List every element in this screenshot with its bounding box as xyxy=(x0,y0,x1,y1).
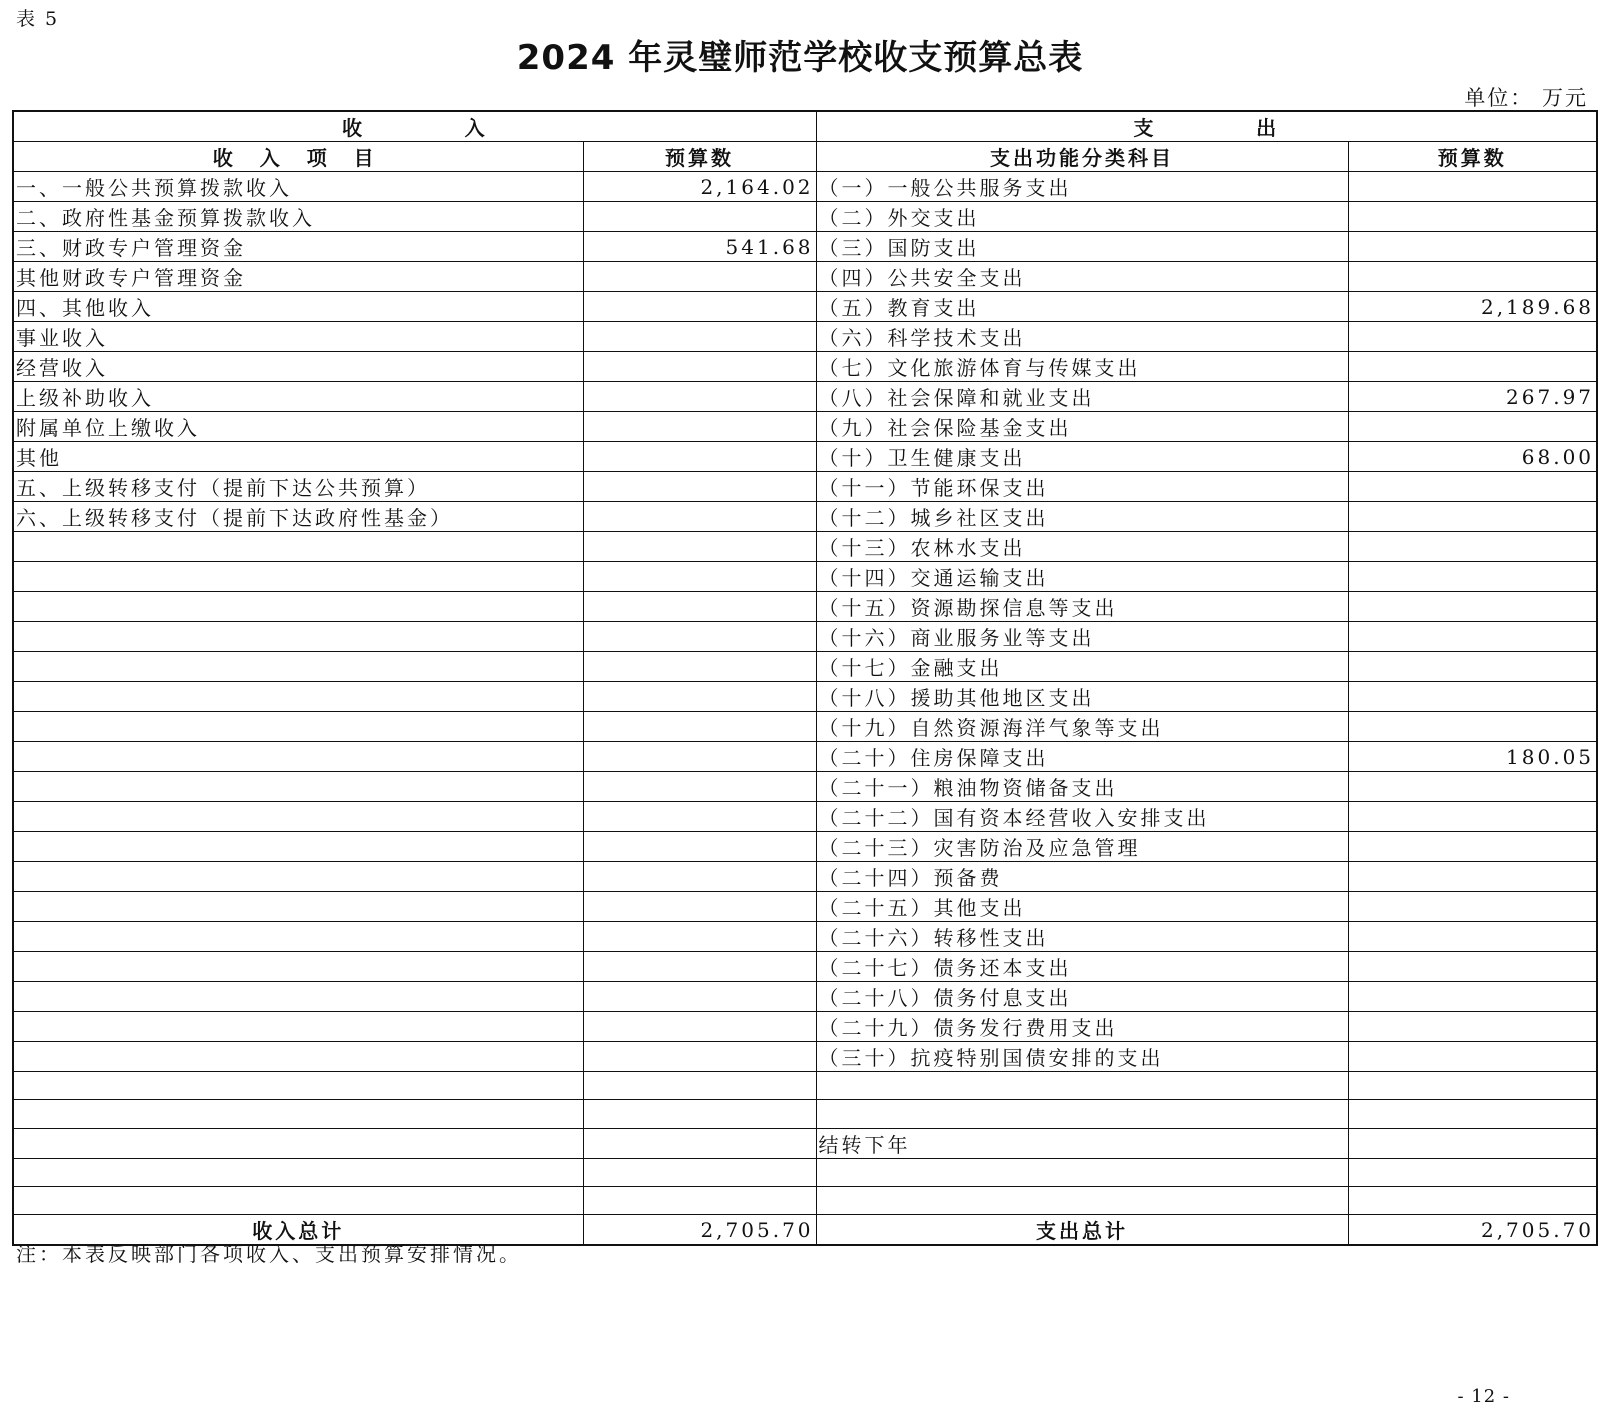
income-item-cell xyxy=(13,712,583,742)
expense-item-cell: （三）国防支出 xyxy=(816,232,1348,262)
expense-amount-cell xyxy=(1348,352,1597,382)
expense-item-cell: （五）教育支出 xyxy=(816,292,1348,322)
table-row xyxy=(13,742,1597,772)
income-amount-column-header: 预算数 xyxy=(583,142,816,172)
expense-item-cell: （九）社会保险基金支出 xyxy=(816,412,1348,442)
table-row xyxy=(13,622,1597,652)
table-row xyxy=(13,232,1597,262)
table-row xyxy=(13,1158,1597,1186)
expense-amount-cell xyxy=(1348,202,1597,232)
income-amount-cell xyxy=(583,1158,816,1186)
income-amount-cell xyxy=(583,772,816,802)
expense-amount-cell xyxy=(1348,592,1597,622)
table-row xyxy=(13,382,1597,412)
expense-item-cell: （二十七）债务还本支出 xyxy=(816,952,1348,982)
table-row xyxy=(13,562,1597,592)
income-amount-cell xyxy=(583,472,816,502)
table-row xyxy=(13,592,1597,622)
expense-item-cell: （六）科学技术支出 xyxy=(816,322,1348,352)
expense-amount-cell xyxy=(1348,1100,1597,1128)
income-item-cell xyxy=(13,952,583,982)
page-title: 2024 年灵璧师范学校收支预算总表 xyxy=(516,38,1084,78)
income-amount-cell xyxy=(583,202,816,232)
expense-item-cell: （十）卫生健康支出 xyxy=(816,442,1348,472)
expense-item-cell: （二十五）其他支出 xyxy=(816,892,1348,922)
expense-item-cell: （十一）节能环保支出 xyxy=(816,472,1348,502)
table-row xyxy=(13,262,1597,292)
expense-total-value: 2,705.70 xyxy=(1348,1215,1597,1246)
income-item-cell: 其他财政专户管理资金 xyxy=(13,262,583,292)
income-amount-cell xyxy=(583,382,816,412)
income-item-cell: 二、政府性基金预算拨款收入 xyxy=(13,202,583,232)
income-amount-cell xyxy=(583,1012,816,1042)
income-amount-cell xyxy=(583,982,816,1012)
expense-amount-cell: 267.97 xyxy=(1348,382,1597,412)
expense-item-cell: （十五）资源勘探信息等支出 xyxy=(816,592,1348,622)
expense-amount-cell xyxy=(1348,1128,1597,1158)
table-row xyxy=(13,412,1597,442)
expense-item-cell: （一）一般公共服务支出 xyxy=(816,172,1348,202)
expense-item-cell xyxy=(816,1158,1348,1186)
income-amount-cell xyxy=(583,592,816,622)
table-row xyxy=(13,442,1597,472)
table-row xyxy=(13,1128,1597,1158)
income-amount-cell xyxy=(583,892,816,922)
income-amount-cell xyxy=(583,742,816,772)
expense-amount-cell: 180.05 xyxy=(1348,742,1597,772)
expense-item-cell: （十四）交通运输支出 xyxy=(816,562,1348,592)
table-row xyxy=(13,862,1597,892)
expense-amount-cell xyxy=(1348,502,1597,532)
income-amount-cell xyxy=(583,1042,816,1072)
income-item-cell xyxy=(13,562,583,592)
expense-item-cell: （二十）住房保障支出 xyxy=(816,742,1348,772)
expense-amount-cell xyxy=(1348,472,1597,502)
table-row xyxy=(13,802,1597,832)
income-amount-cell xyxy=(583,1100,816,1128)
expense-amount-cell xyxy=(1348,262,1597,292)
expense-amount-cell xyxy=(1348,952,1597,982)
income-section-header: 收 入 xyxy=(13,111,816,142)
income-amount-cell xyxy=(583,832,816,862)
table-row xyxy=(13,982,1597,1012)
expense-amount-cell xyxy=(1348,982,1597,1012)
expense-amount-cell xyxy=(1348,862,1597,892)
table-row xyxy=(13,682,1597,712)
table-row xyxy=(13,922,1597,952)
expense-amount-cell xyxy=(1348,232,1597,262)
table-row xyxy=(13,502,1597,532)
expense-item-cell: （二十一）粮油物资储备支出 xyxy=(816,772,1348,802)
expense-amount-cell xyxy=(1348,1042,1597,1072)
table-row xyxy=(13,202,1597,232)
expense-amount-cell: 2,189.68 xyxy=(1348,292,1597,322)
expense-amount-cell xyxy=(1348,772,1597,802)
expense-item-cell: （十三）农林水支出 xyxy=(816,532,1348,562)
income-amount-cell xyxy=(583,442,816,472)
expense-item-cell: （十六）商业服务业等支出 xyxy=(816,622,1348,652)
expense-item-cell: （二十二）国有资本经营收入安排支出 xyxy=(816,802,1348,832)
income-item-cell: 事业收入 xyxy=(13,322,583,352)
unit-label: 单位： 万元 xyxy=(1464,86,1588,110)
income-item-cell: 上级补助收入 xyxy=(13,382,583,412)
table-row xyxy=(13,952,1597,982)
income-item-cell xyxy=(13,652,583,682)
income-amount-cell xyxy=(583,1128,816,1158)
income-item-cell xyxy=(13,742,583,772)
income-amount-cell xyxy=(583,532,816,562)
section-header-row xyxy=(13,111,1597,142)
expense-item-cell: （七）文化旅游体育与传媒支出 xyxy=(816,352,1348,382)
expense-item-cell: （十二）城乡社区支出 xyxy=(816,502,1348,532)
table-row xyxy=(13,472,1597,502)
income-item-cell: 四、其他收入 xyxy=(13,292,583,322)
income-amount-cell xyxy=(583,652,816,682)
table-row xyxy=(13,1186,1597,1214)
expense-amount-cell xyxy=(1348,172,1597,202)
income-item-cell xyxy=(13,1012,583,1042)
income-amount-cell xyxy=(583,922,816,952)
income-item-cell xyxy=(13,1186,583,1214)
table-row xyxy=(13,532,1597,562)
page-number: - 12 - xyxy=(1457,1386,1510,1407)
expense-item-cell: （十九）自然资源海洋气象等支出 xyxy=(816,712,1348,742)
table-row xyxy=(13,832,1597,862)
expense-amount-cell xyxy=(1348,532,1597,562)
expense-item-cell: （三十）抗疫特别国债安排的支出 xyxy=(816,1042,1348,1072)
expense-item-cell: （二十九）债务发行费用支出 xyxy=(816,1012,1348,1042)
income-item-cell xyxy=(13,1042,583,1072)
income-item-cell xyxy=(13,832,583,862)
expense-section-header: 支 出 xyxy=(816,111,1597,142)
expense-item-cell xyxy=(816,1072,1348,1100)
income-item-cell: 五、上级转移支付（提前下达公共预算） xyxy=(13,472,583,502)
income-item-cell xyxy=(13,982,583,1012)
expense-amount-cell xyxy=(1348,712,1597,742)
income-item-cell: 三、财政专户管理资金 xyxy=(13,232,583,262)
income-item-cell xyxy=(13,1128,583,1158)
expense-amount-cell xyxy=(1348,412,1597,442)
income-amount-cell xyxy=(583,322,816,352)
table-row xyxy=(13,1100,1597,1128)
budget-rows xyxy=(13,172,1597,1215)
income-item-column-header: 收 入 项 目 xyxy=(13,142,583,172)
expense-amount-column-header: 预算数 xyxy=(1348,142,1597,172)
income-amount-cell xyxy=(583,622,816,652)
expense-item-cell: （二十八）债务付息支出 xyxy=(816,982,1348,1012)
income-item-cell: 其他 xyxy=(13,442,583,472)
income-item-cell xyxy=(13,532,583,562)
expense-amount-cell xyxy=(1348,562,1597,592)
table-row xyxy=(13,322,1597,352)
table-row xyxy=(13,352,1597,382)
income-amount-cell xyxy=(583,562,816,592)
income-item-cell xyxy=(13,592,583,622)
expense-item-cell: 结转下年 xyxy=(816,1128,1348,1158)
income-item-cell xyxy=(13,1158,583,1186)
income-item-cell xyxy=(13,1072,583,1100)
income-amount-cell: 541.68 xyxy=(583,232,816,262)
income-amount-cell: 2,164.02 xyxy=(583,172,816,202)
expense-amount-cell xyxy=(1348,1186,1597,1214)
income-item-cell xyxy=(13,892,583,922)
table-row xyxy=(13,1042,1597,1072)
expense-amount-cell xyxy=(1348,1012,1597,1042)
expense-amount-cell xyxy=(1348,922,1597,952)
income-amount-cell xyxy=(583,262,816,292)
expense-amount-cell xyxy=(1348,322,1597,352)
income-total-label: 收入总计 xyxy=(13,1215,583,1246)
income-amount-cell xyxy=(583,502,816,532)
expense-amount-cell xyxy=(1348,1158,1597,1186)
income-amount-cell xyxy=(583,1186,816,1214)
income-item-cell: 六、上级转移支付（提前下达政府性基金） xyxy=(13,502,583,532)
table-note: 注：本表反映部门各项收入、支出预算安排情况。 xyxy=(16,1242,522,1266)
expense-item-cell xyxy=(816,1100,1348,1128)
income-item-cell: 经营收入 xyxy=(13,352,583,382)
income-total-value: 2,705.70 xyxy=(583,1215,816,1246)
table-row xyxy=(13,292,1597,322)
expense-amount-cell xyxy=(1348,832,1597,862)
table-row xyxy=(13,1012,1597,1042)
expense-item-cell: （十八）援助其他地区支出 xyxy=(816,682,1348,712)
income-amount-cell xyxy=(583,1072,816,1100)
expense-item-cell xyxy=(816,1186,1348,1214)
expense-item-cell: （八）社会保障和就业支出 xyxy=(816,382,1348,412)
expense-amount-cell xyxy=(1348,682,1597,712)
income-item-cell xyxy=(13,862,583,892)
expense-item-cell: （二十三）灾害防治及应急管理 xyxy=(816,832,1348,862)
income-amount-cell xyxy=(583,952,816,982)
column-header-row xyxy=(13,142,1597,172)
table-row xyxy=(13,892,1597,922)
expense-amount-cell xyxy=(1348,1072,1597,1100)
income-item-cell xyxy=(13,1100,583,1128)
expense-item-column-header: 支出功能分类科目 xyxy=(816,142,1348,172)
expense-total-label: 支出总计 xyxy=(816,1215,1348,1246)
income-item-cell: 附属单位上缴收入 xyxy=(13,412,583,442)
income-item-cell xyxy=(13,922,583,952)
expense-item-cell: （二十四）预备费 xyxy=(816,862,1348,892)
income-amount-cell xyxy=(583,292,816,322)
income-amount-cell xyxy=(583,352,816,382)
table-row xyxy=(13,172,1597,202)
expense-amount-cell xyxy=(1348,802,1597,832)
table-row xyxy=(13,712,1597,742)
table-row xyxy=(13,1072,1597,1100)
expense-item-cell: （二十六）转移性支出 xyxy=(816,922,1348,952)
expense-amount-cell xyxy=(1348,892,1597,922)
table-row xyxy=(13,772,1597,802)
income-amount-cell xyxy=(583,412,816,442)
income-item-cell xyxy=(13,772,583,802)
expense-item-cell: （十七）金融支出 xyxy=(816,652,1348,682)
expense-amount-cell xyxy=(1348,652,1597,682)
income-amount-cell xyxy=(583,712,816,742)
income-amount-cell xyxy=(583,802,816,832)
income-item-cell xyxy=(13,682,583,712)
income-amount-cell xyxy=(583,682,816,712)
table-number-label: 表 5 xyxy=(16,8,60,30)
table-row xyxy=(13,652,1597,682)
income-amount-cell xyxy=(583,862,816,892)
expense-amount-cell: 68.00 xyxy=(1348,442,1597,472)
income-item-cell xyxy=(13,622,583,652)
expense-amount-cell xyxy=(1348,622,1597,652)
budget-summary-table xyxy=(12,110,1598,1246)
income-item-cell xyxy=(13,802,583,832)
income-item-cell: 一、一般公共预算拨款收入 xyxy=(13,172,583,202)
expense-item-cell: （四）公共安全支出 xyxy=(816,262,1348,292)
expense-item-cell: （二）外交支出 xyxy=(816,202,1348,232)
